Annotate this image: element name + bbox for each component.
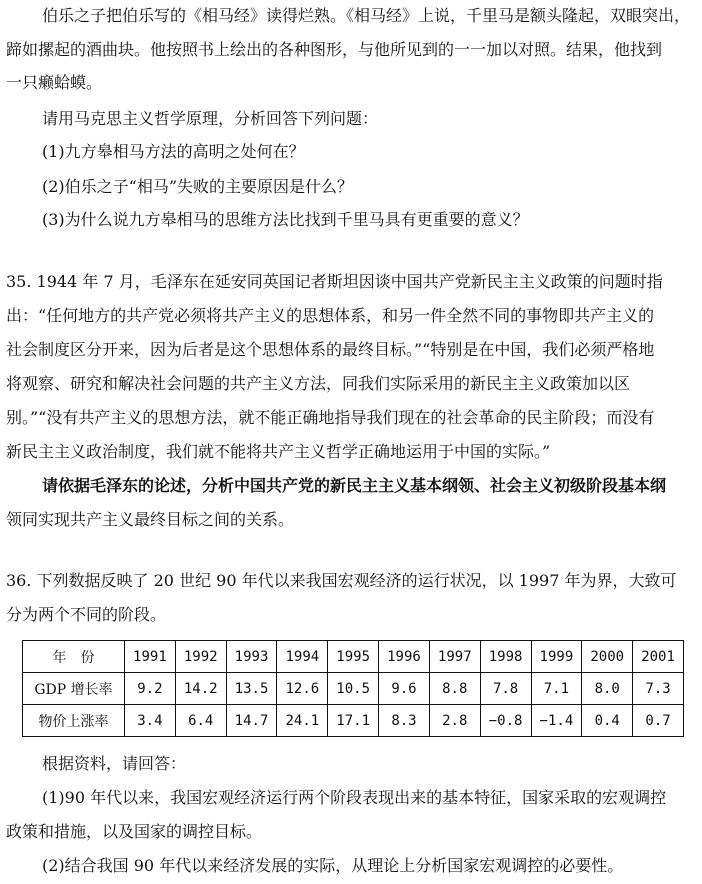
value-cell: 14.2 (175, 673, 226, 705)
value-cell: 6.4 (175, 705, 226, 737)
value-cell: 7.8 (480, 673, 531, 705)
value-cell: 8.0 (582, 673, 633, 705)
sub-question: (3)为什么说九方皋相马的思维方法比找到千里马具有更重要的意义？ (42, 210, 529, 229)
sub-question: 政策和措施，以及国家的调控目标。 (6, 822, 263, 841)
year-cell: 1999 (531, 641, 582, 673)
question-35-prompt: 请依据毛泽东的论述，分析中国共产党的新民主主义基本纲领、社会主义初级阶段基本纲 (42, 476, 667, 495)
question-35-line: 35. 1944 年 7 月，毛泽东在延安同英国记者斯坦因谈中国共产党新民主主义政策的问题时指 (6, 272, 663, 291)
passage-line: 一只癞蛤蟆。 (6, 73, 103, 92)
row-label: GDP 增长率 (23, 673, 125, 705)
question-35-line: 将观察、研究和解决社会问题的共产主义方法，同我们实际采用的新民主主义政策加以区 (6, 374, 631, 393)
value-cell: 8.8 (429, 673, 480, 705)
year-cell: 1994 (277, 641, 328, 673)
value-cell: 12.6 (277, 673, 328, 705)
value-cell: 7.3 (633, 673, 684, 705)
table-header-row (23, 641, 684, 673)
value-cell: 0.4 (582, 705, 633, 737)
year-cell: 1996 (379, 641, 430, 673)
value-cell: 8.3 (379, 705, 430, 737)
value-cell: 13.5 (226, 673, 277, 705)
question-35-line: 社会制度区分开来，因为后者是这个思想体系的最终目标。”“特别是在中国，我们必须严格地 (6, 340, 655, 359)
value-cell: 17.1 (328, 705, 379, 737)
sub-question: (1)90 年代以来，我国宏观经济运行两个阶段表现出来的基本特征，国家采取的宏观调控 (42, 788, 667, 807)
question-35-line: 新民主主义政治制度，我们就不能将共产主义哲学正确地运用于中国的实际。” (6, 442, 551, 461)
year-cell: 1992 (175, 641, 226, 673)
value-cell: 9.6 (379, 673, 430, 705)
sub-question: (2)结合我国 90 年代以来经济发展的实际，从理论上分析国家宏观调控的必要性。 (42, 856, 624, 875)
value-cell: 9.2 (125, 673, 176, 705)
year-cell: 1993 (226, 641, 277, 673)
year-cell: 1991 (125, 641, 176, 673)
economic-data-table (22, 640, 684, 737)
value-cell: 14.7 (226, 705, 277, 737)
row-label: 物价上涨率 (23, 705, 125, 737)
year-cell: 2001 (633, 641, 684, 673)
question-36-line: 36. 下列数据反映了 20 世纪 90 年代以来我国宏观经济的运行状况，以 1997 年为界，大致可 (6, 571, 677, 590)
value-cell: 24.1 (277, 705, 328, 737)
table-header-label: 年 份 (23, 641, 125, 673)
year-cell: 1995 (328, 641, 379, 673)
question-35-line: 别。”“没有共产主义的思想方法，就不能正确地指导我们现在的社会革命的民主阶段；而没有 (6, 408, 655, 427)
answer-intro: 根据资料，请回答： (42, 754, 187, 773)
value-cell: 2.8 (429, 705, 480, 737)
question-35-line: 出：“任何地方的共产党必须将共产主义的思想体系，和另一件全然不同的事物即共产主义的 (6, 306, 655, 325)
year-cell: 1997 (429, 641, 480, 673)
table-row (23, 705, 684, 737)
value-cell: 10.5 (328, 673, 379, 705)
value-cell: 0.7 (633, 705, 684, 737)
sub-question: (2)伯乐之子“相马”失败的主要原因是什么？ (42, 177, 354, 196)
year-cell: 1998 (480, 641, 531, 673)
value-cell: 7.1 (531, 673, 582, 705)
sub-question: (1)九方皋相马方法的高明之处何在？ (42, 142, 305, 161)
question-36-line: 分为两个不同的阶段。 (6, 605, 167, 624)
value-cell: 3.4 (125, 705, 176, 737)
year-cell: 2000 (582, 641, 633, 673)
question-instruction: 请用马克思主义哲学原理，分析回答下列问题： (42, 109, 379, 128)
table-row (23, 673, 684, 705)
value-cell: −1.4 (531, 705, 582, 737)
passage-line: 蹄如摞起的酒曲块。他按照书上绘出的各种图形，与他所见到的一一加以对照。结果，他找到 (6, 40, 663, 59)
question-35-prompt: 领同实现共产主义最终目标之间的关系。 (6, 510, 295, 529)
value-cell: −0.8 (480, 705, 531, 737)
passage-line: 伯乐之子把伯乐写的《相马经》读得烂熟。《相马经》上说，千里马是额头隆起，双眼突出， (42, 6, 691, 25)
